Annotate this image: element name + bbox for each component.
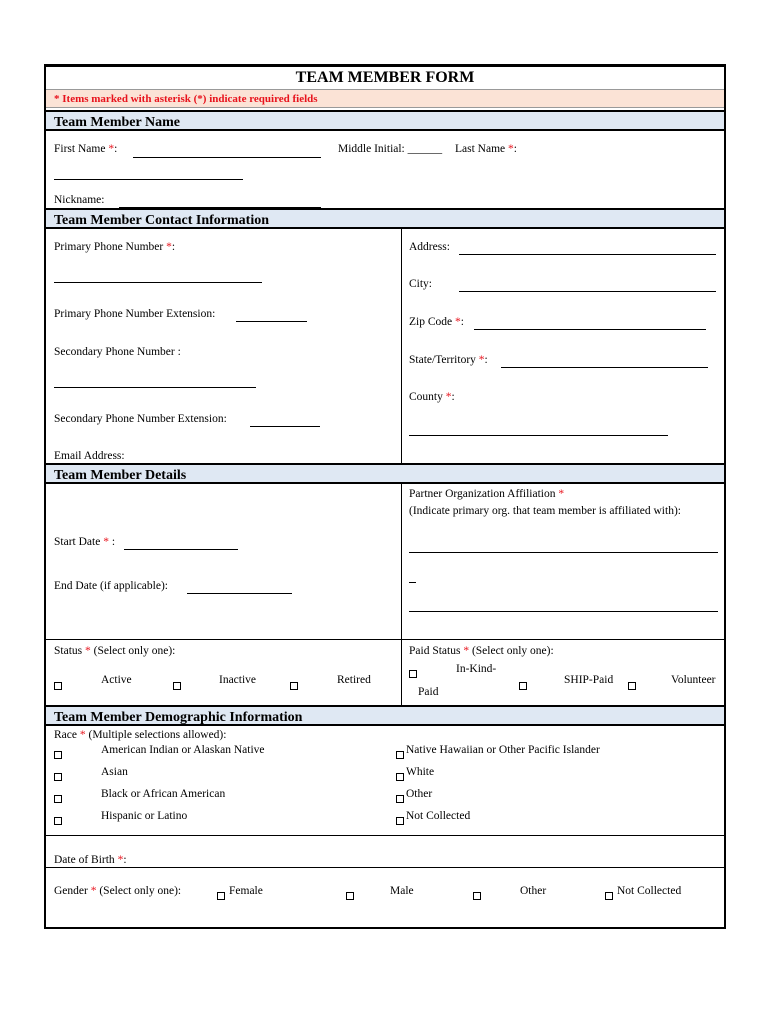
address-field[interactable] (459, 242, 716, 260)
city-field[interactable] (459, 279, 716, 297)
last-name-label: Last Name *: (455, 143, 517, 155)
county-label: County *: (409, 391, 455, 403)
paid-inkind-checkbox[interactable] (409, 665, 417, 683)
primary-phone-label: Primary Phone Number *: (54, 241, 176, 253)
race-label-native-hawaiian: Native Hawaiian or Other Pacific Islander (406, 744, 600, 756)
paid-inkind-label-2: Paid (418, 686, 439, 698)
gender-label-female: Female (229, 885, 263, 897)
race-label-white: White (406, 766, 435, 778)
contact-divider (401, 229, 402, 463)
race-checkbox-not-collected[interactable] (396, 812, 404, 830)
nickname-label: Nickname: (54, 194, 105, 206)
state-field[interactable] (501, 355, 708, 373)
partner-org-field-4[interactable] (409, 627, 416, 645)
paid-volunteer-label: Volunteer (671, 674, 716, 686)
race-label: Race * (Multiple selections allowed): (54, 729, 227, 741)
status-active-label: Active (101, 674, 132, 686)
gender-divider (46, 867, 724, 868)
gender-label-other: Other (520, 885, 547, 897)
partner-org-hint: (Indicate primary org. that team member is affiliated with): (409, 505, 681, 517)
secondary-ext-label: Secondary Phone Number Extension: (54, 413, 227, 425)
status-inactive-label: Inactive (219, 674, 257, 686)
county-field[interactable] (409, 423, 668, 441)
race-checkbox-black[interactable] (54, 790, 62, 808)
primary-ext-label: Primary Phone Number Extension: (54, 308, 216, 320)
section-contact-heading: Team Member Contact Information (46, 208, 724, 229)
start-date-field[interactable] (124, 537, 238, 555)
section-demographic-heading: Team Member Demographic Information (46, 705, 724, 726)
email-label: Email Address: (54, 450, 125, 462)
zip-field[interactable] (474, 317, 706, 335)
race-label-other: Other (406, 788, 433, 800)
section-details-heading: Team Member Details (46, 463, 724, 484)
first-name-field[interactable] (133, 145, 321, 163)
form-title: TEAM MEMBER FORM (295, 69, 475, 86)
status-retired-label: Retired (337, 674, 371, 686)
paid-volunteer-checkbox[interactable] (628, 677, 636, 695)
paid-inkind-label-1: In-Kind- (456, 663, 497, 675)
paid-status-label: Paid Status * (Select only one): (409, 645, 554, 657)
required-notice: * Items marked with asterisk (*) indicate required fields (46, 89, 724, 108)
gender-checkbox-female[interactable] (217, 887, 225, 905)
race-label-american-indian: American Indian or Alaskan Native (101, 744, 265, 756)
gender-label: Gender * (Select only one): (54, 885, 182, 897)
status-active-checkbox[interactable] (54, 677, 62, 695)
race-checkbox-asian[interactable] (54, 768, 62, 786)
partner-org-field-3[interactable] (409, 599, 718, 617)
primary-ext-field[interactable] (236, 309, 307, 327)
status-label: Status * (Select only one): (54, 645, 176, 657)
partner-org-field-2[interactable] (409, 570, 416, 588)
gender-label-not-collected: Not Collected (617, 885, 682, 897)
start-date-label: Start Date * : (54, 536, 116, 548)
race-checkbox-other[interactable] (396, 790, 404, 808)
status-retired-checkbox[interactable] (290, 677, 298, 695)
race-label-black: Black or African American (101, 788, 226, 800)
gender-label-male: Male (390, 885, 414, 897)
middle-initial-label[interactable]: Middle Initial: ______ (338, 143, 443, 155)
city-label: City: (409, 278, 433, 290)
race-checkbox-hispanic[interactable] (54, 812, 62, 830)
partner-org-label: Partner Organization Affiliation * (409, 488, 565, 500)
race-label-asian: Asian (101, 766, 128, 778)
gender-checkbox-other[interactable] (473, 887, 481, 905)
status-inactive-checkbox[interactable] (173, 677, 181, 695)
details-divider (401, 484, 402, 724)
dob-divider (46, 835, 724, 836)
race-checkbox-native-hawaiian[interactable] (396, 746, 404, 764)
end-date-field[interactable] (187, 581, 292, 599)
race-checkbox-white[interactable] (396, 768, 404, 786)
paid-ship-checkbox[interactable] (519, 677, 527, 695)
state-label: State/Territory *: (409, 354, 488, 366)
last-name-field[interactable] (54, 167, 243, 185)
dob-label: Date of Birth *: (54, 854, 127, 866)
end-date-label: End Date (if applicable): (54, 580, 168, 592)
primary-phone-field[interactable] (54, 270, 262, 288)
status-divider (46, 639, 724, 640)
secondary-phone-field[interactable] (54, 375, 256, 393)
team-member-form (44, 64, 726, 929)
address-label: Address: (409, 241, 450, 253)
partner-org-field-1[interactable] (409, 540, 718, 558)
first-name-label: First Name *: (54, 143, 118, 155)
dob-field[interactable] (135, 855, 370, 873)
gender-checkbox-male[interactable] (346, 887, 354, 905)
zip-label: Zip Code *: (409, 316, 464, 328)
race-label-hispanic: Hispanic or Latino (101, 810, 188, 822)
section-name-heading: Team Member Name (46, 110, 724, 131)
race-label-not-collected: Not Collected (406, 810, 471, 822)
gender-checkbox-not-collected[interactable] (605, 887, 613, 905)
secondary-phone-label: Secondary Phone Number : (54, 346, 181, 358)
race-checkbox-american-indian[interactable] (54, 746, 62, 764)
secondary-ext-field[interactable] (250, 414, 320, 432)
paid-ship-label: SHIP-Paid (564, 674, 614, 686)
